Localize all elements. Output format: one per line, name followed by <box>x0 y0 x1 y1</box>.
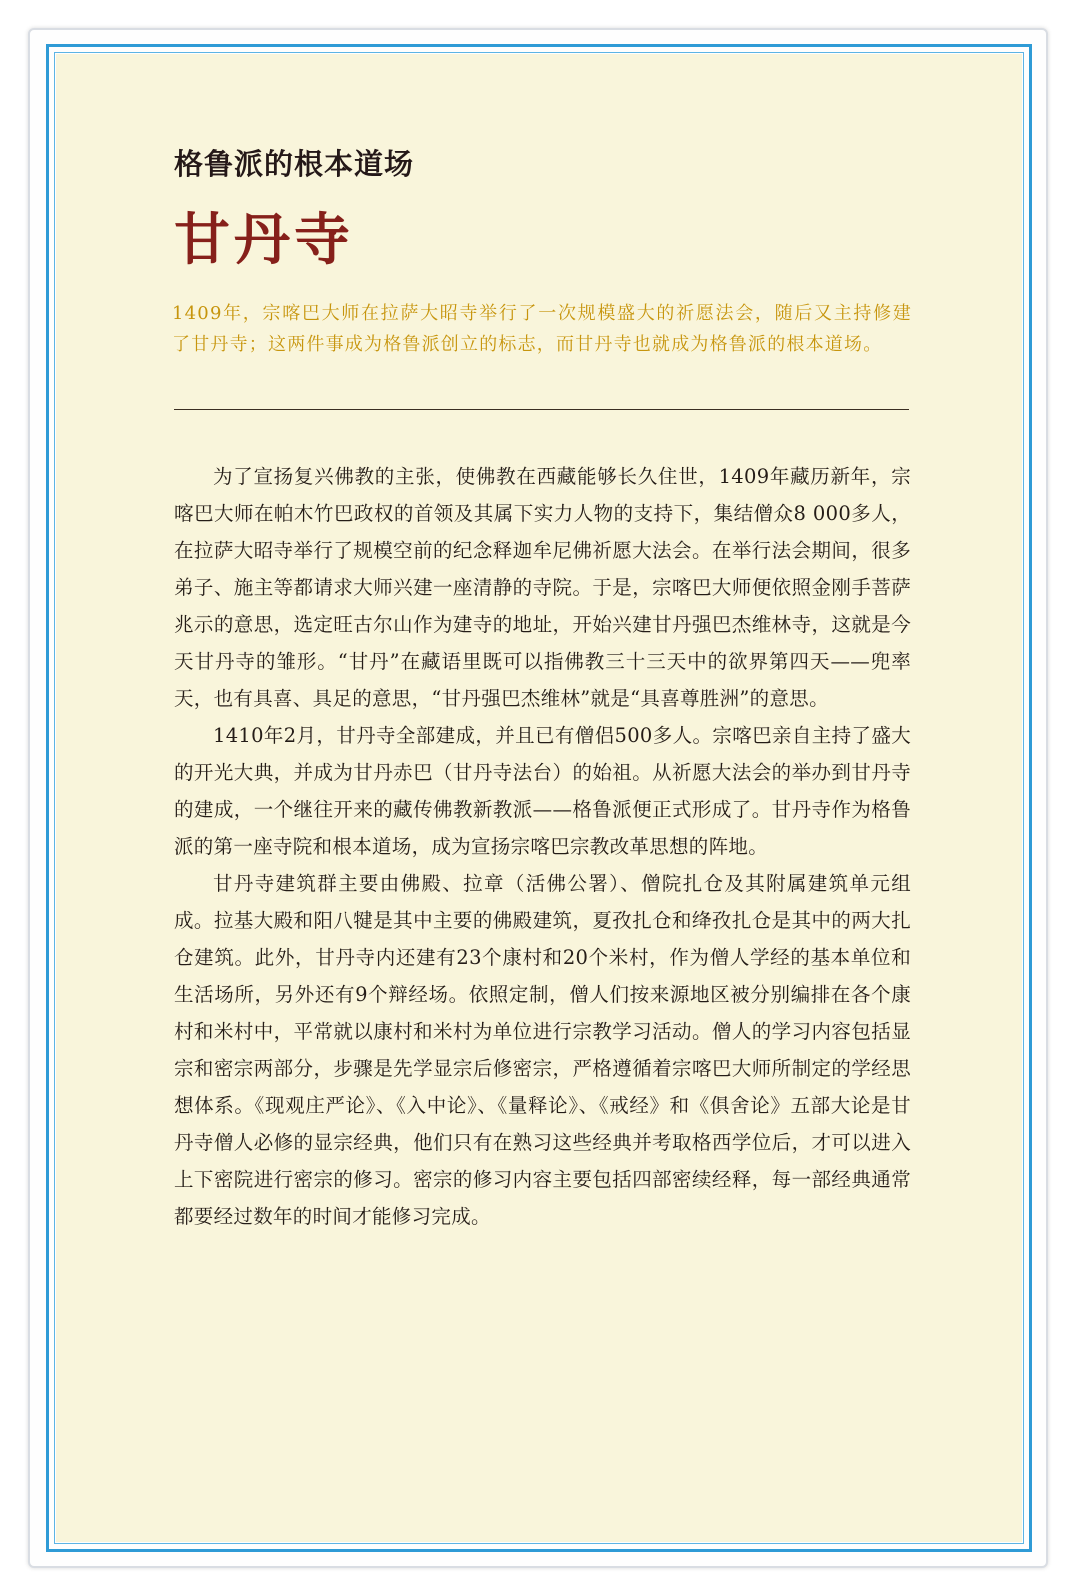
divider <box>174 409 909 410</box>
body-text <box>174 458 911 1235</box>
body-paragraph: 为了宣扬复兴佛教的主张，使佛教在西藏能够长久住世，1409年藏历新年，宗喀巴大师在帕木竹巴政权的首领及其属下实力人物的支持下，集结僧众8 000多人，在拉萨大昭寺举行了规模空前的纪念释迦牟尼佛祈愿大法会。在举行法会期间，很多弟子、施主等都请求大师兴建一座清静的寺院。于是，宗喀巴大师便依照金刚手菩萨兆示的意思，选定旺古尔山作为建寺的地址，开始兴建甘丹强巴杰维林寺，这就是今天甘丹寺的雏形。“甘丹”在藏语里既可以指佛教三十三天中的欲界第四天——兜率天，也有具喜、具足的意思，“甘丹强巴杰维林”就是“具喜尊胜洲”的意思。 <box>174 465 911 710</box>
intro-paragraph: 1409年，宗喀巴大师在拉萨大昭寺举行了一次规模盛大的祈愿法会，随后又主持修建了甘丹寺；这两件事成为格鲁派创立的标志，而甘丹寺也就成为格鲁派的根本道场。 <box>172 303 912 355</box>
page-subtitle: 格鲁派的根本道场 <box>174 147 415 181</box>
body-paragraph: 甘丹寺建筑群主要由佛殿、拉章（活佛公署）、僧院扎仓及其附属建筑单元组成。拉基大殿和阳八犍是其中主要的佛殿建筑，夏孜扎仓和绛孜扎仓是其中的两大扎仓建筑。此外，甘丹寺内还建有23个康村和20个米村，作为僧人学经的基本单位和生活场所，另外还有9个辩经场。依照定制，僧人们按来源地区被分别编排在各个康村和米村中，平常就以康村和米村为单位进行宗教学习活动。僧人的学习内容包括显宗和密宗两部分，步骤是先学显宗后修密宗，严格遵循着宗喀巴大师所制定的学经思想体系。《现观庄严论》、《入中论》、《量释论》、《戒经》和《俱舍论》五部大论是甘丹寺僧人必修的显宗经典，他们只有在熟习这些经典并考取格西学位后，才可以进入上下密院进行密宗的修习。密宗的修习内容主要包括四部密续经释，每一部经典通常都要经过数年的时间才能修习完成。 <box>174 872 911 1228</box>
page <box>56 54 1022 1542</box>
page-title: 甘丹寺 <box>174 207 354 273</box>
body-paragraph: 1410年2月，甘丹寺全部建成，并且已有僧侣500多人。宗喀巴亲自主持了盛大的开光大典，并成为甘丹赤巴（甘丹寺法台）的始祖。从祈愿大法会的举办到甘丹寺的建成，一个继往开来的藏传佛教新教派——格鲁派便正式形成了。甘丹寺作为格鲁派的第一座寺院和根本道场，成为宣扬宗喀巴宗教改革思想的阵地。 <box>174 724 911 858</box>
